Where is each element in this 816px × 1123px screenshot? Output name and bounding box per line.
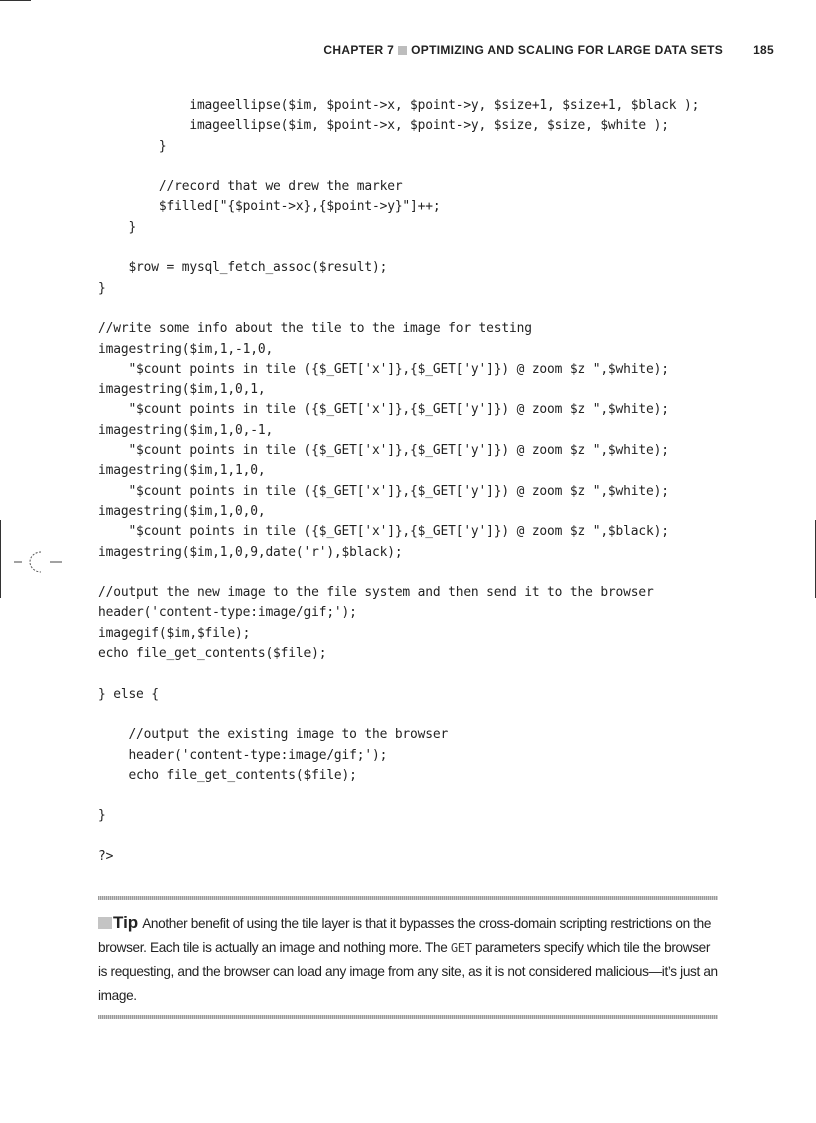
code-line: ?>: [98, 848, 114, 864]
tip-rule-bottom: [98, 1015, 718, 1019]
code-line: }: [98, 808, 106, 824]
code-line: //output the new image to the file system and then send it to the browser: [98, 585, 654, 601]
page-number: 185: [753, 43, 774, 57]
tip-rule-top: [98, 896, 718, 900]
crop-mark-left: [0, 520, 1, 598]
code-line: imagestring($im,1,0,1,: [98, 382, 266, 398]
code-line: imageellipse($im, $point->x, $point->y, $size, $size, $white );: [98, 118, 669, 134]
tip-text-part-1: Another benefit of using the tile layer is that it bypasses the cross-domain scripting restrictions on the browser. Each tile is actually an image and nothing more. The: [98, 916, 712, 955]
code-line: imagestring($im,1,0,0,: [98, 503, 266, 519]
code-line: } else {: [98, 686, 159, 702]
code-line: echo file_get_contents($file);: [98, 646, 327, 662]
code-line: "$count points in tile ({$_GET['x']},{$_GET['y']}) @ zoom $z ",$black);: [98, 524, 669, 540]
crop-mark-top: [0, 0, 31, 1]
tip-label: Tip: [113, 913, 139, 932]
code-line: imagestring($im,1,1,0,: [98, 463, 266, 479]
running-header: [0, 43, 774, 57]
code-listing: [98, 96, 738, 867]
code-line: }: [98, 138, 167, 154]
tip-text-part-2: parameters specify which tile the browser is requesting, and the browser can load any image from any site, as it is not considered malicious—it’s just an image.: [98, 940, 718, 1003]
code-line: //output the existing image to the browser: [98, 727, 449, 743]
code-line: }: [98, 280, 106, 296]
tip-square-icon: [98, 917, 112, 929]
registration-mark-icon: [14, 548, 64, 576]
tip-box: [98, 911, 720, 1008]
code-line: imagestring($im,1,0,-1,: [98, 422, 274, 438]
code-line: //record that we drew the marker: [98, 179, 403, 195]
code-line: //write some info about the tile to the image for testing: [98, 321, 532, 337]
chapter-label: CHAPTER 7: [323, 43, 395, 57]
code-line: imagestring($im,1,-1,0,: [98, 341, 274, 357]
code-line: header('content-type:image/gif;');: [98, 747, 388, 763]
code-line: $filled["{$point->x},{$point->y}"]++;: [98, 199, 441, 215]
code-line: $row = mysql_fetch_assoc($result);: [98, 260, 388, 276]
chapter-title: OPTIMIZING AND SCALING FOR LARGE DATA SETS: [411, 43, 724, 57]
code-line: "$count points in tile ({$_GET['x']},{$_GET['y']}) @ zoom $z ",$white);: [98, 483, 669, 499]
code-line: "$count points in tile ({$_GET['x']},{$_GET['y']}) @ zoom $z ",$white);: [98, 443, 669, 459]
code-line: imageellipse($im, $point->x, $point->y, $size+1, $size+1, $black );: [98, 98, 700, 113]
tip-inline-code: GET: [450, 941, 472, 955]
code-line: imagestring($im,1,0,9,date('r'),$black);: [98, 544, 403, 560]
code-line: header('content-type:image/gif;');: [98, 605, 357, 621]
code-line: imagegif($im,$file);: [98, 625, 251, 641]
code-line: echo file_get_contents($file);: [98, 767, 357, 783]
code-line: "$count points in tile ({$_GET['x']},{$_GET['y']}) @ zoom $z ",$white);: [98, 402, 669, 418]
code-line: }: [98, 219, 137, 235]
code-line: "$count points in tile ({$_GET['x']},{$_GET['y']}) @ zoom $z ",$white);: [98, 361, 669, 377]
separator-square-icon: [398, 46, 407, 55]
